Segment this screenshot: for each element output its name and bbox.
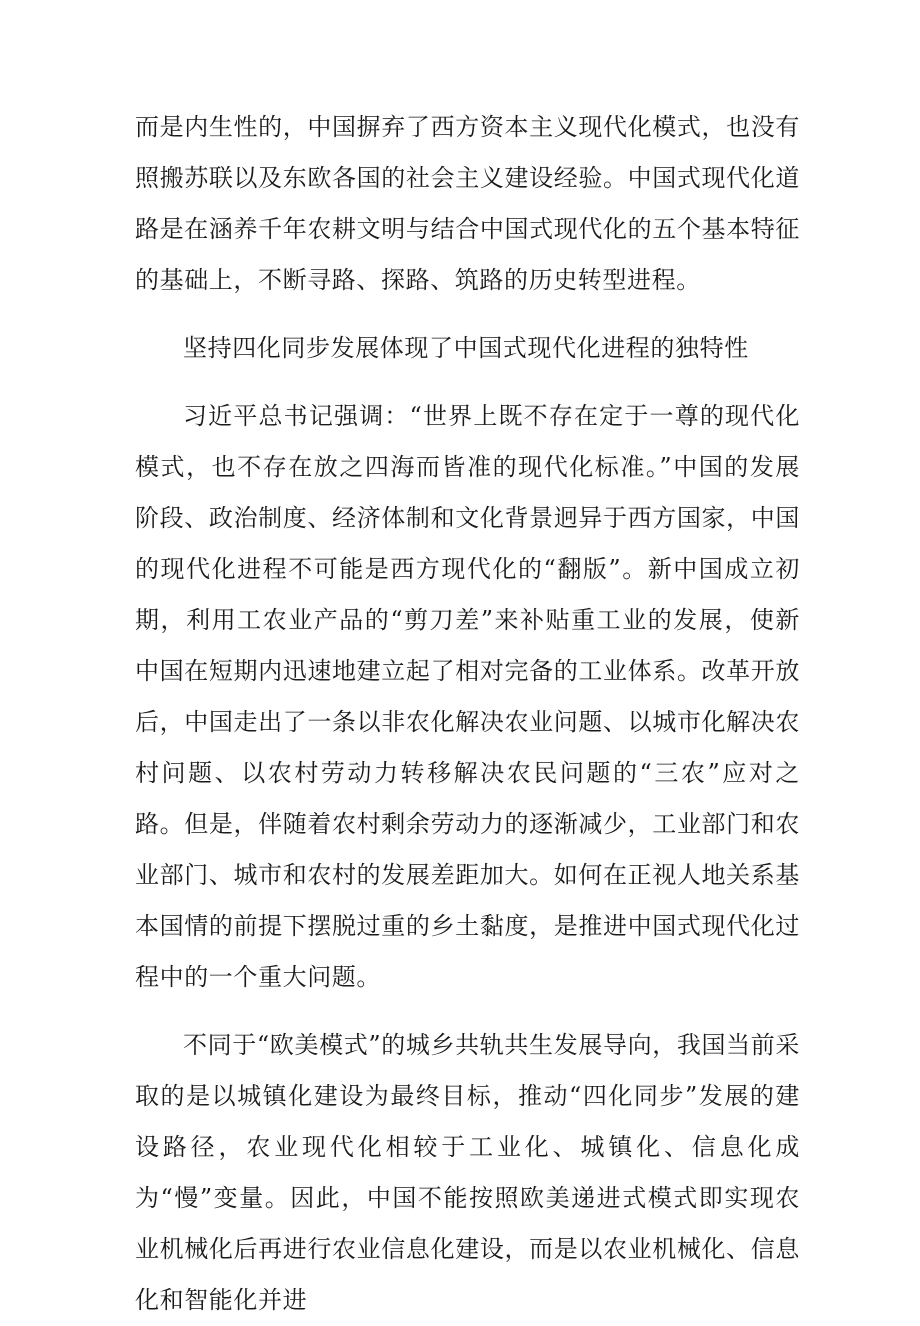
section-heading: 坚持四化同步发展体现了中国式现代化进程的独特性 bbox=[183, 334, 749, 362]
paragraph-xi-quote: 习近平总书记强调：“世界上既不存在定于一尊的现代化模式，也不存在放之四海而皆准的现代化标准。”中国的发展阶段、政治制度、经济体制和文化背景迥异于西方国家，中国的现代化进程不可能是西方现代化的“翻版”。新中国成立初期，利用工农业产品的“剪刀差”来补贴重工业的发展，使新中国在短期内迅速地建立起了相对完备的工业体系。改革开放后，中国走出了一条以非农化解决农业问题、以城市化解决农村问题、以农村劳动力转移解决农民问题的“三农”应对之路。但是，伴随着农村剩余劳动力的逐渐减少，工业部门和农业部门、城市和农村的发展差距加大。如何在正视人地关系基本国情的前提下摆脱过重的乡土黏度，是推进中国式现代化过程中的一个重大问题。 bbox=[135, 402, 800, 991]
paragraph-four-modernizations: 不同于“欧美模式”的城乡共轨共生发展导向，我国当前采取的是以城镇化建设为最终目标，推动“四化同步”发展的建设路径，农业现代化相较于工业化、城镇化、信息化成为“慢”变量。因此，中国不能按照欧美递进式模式即实现农业机械化后再进行农业信息化建设，而是以农业机械化、信息化和智能化并进 bbox=[135, 1031, 800, 1314]
document-body bbox=[135, 102, 800, 1326]
paragraph-continuation: 而是内生性的，中国摒弃了西方资本主义现代化模式，也没有照搬苏联以及东欧各国的社会主义建设经验。中国式现代化道路是在涵养千年农耕文明与结合中国式现代化的五个基本特征的基础上，不断寻路、探路、筑路的历史转型进程。 bbox=[135, 113, 800, 294]
